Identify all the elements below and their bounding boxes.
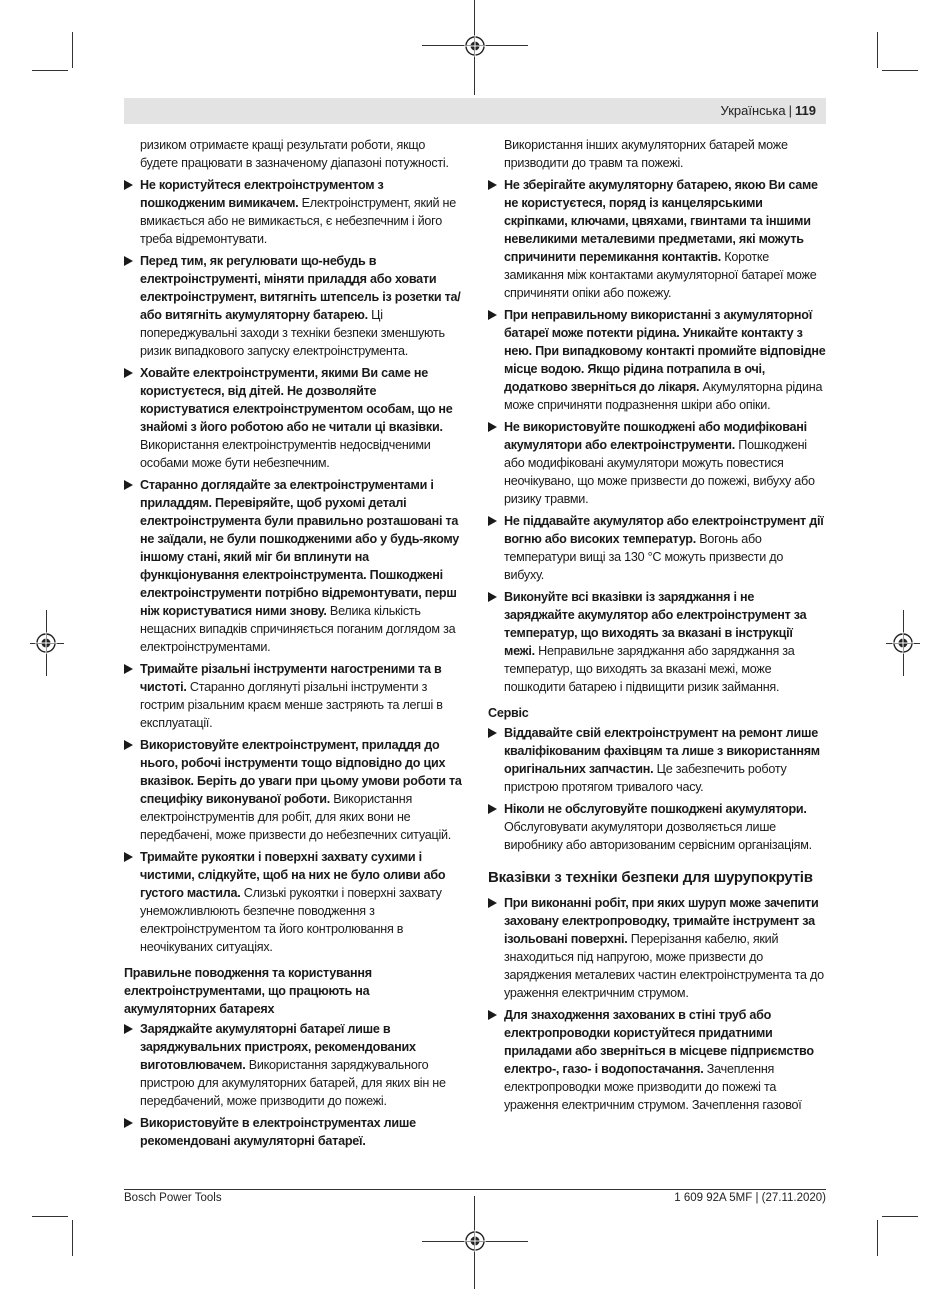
bullet-arrow-icon [488,728,497,738]
bullet-item [488,306,826,414]
bullet-item [488,588,826,696]
bullet-body-text: Електроінструмент, який не вмикається або не вимикається, є небезпечним і його треба відремонтувати. [140,196,456,246]
bullet-arrow-icon [124,368,133,378]
bullet-bold-text: Старанно доглядайте за електроінструментами і приладдям. Перевіряйте, щоб рухомі деталі електроінструмента були правильно розташовані та не заїдали, не були пошкодженими або у будь-якому іншому стані, який міг би вплинути на функціонування електроінструмента. Пошкоджені електроінструменти потрібно відремонтувати, перш ніж користуватися ними знову. [140,478,460,618]
bullet-bold-text: Не зберігайте акумуляторну батарею, якою Ви саме не користуєтеся, поряд із канцелярськими скріпками, ключами, цвяхами, гвинтами та іншими невеликими металевими предметами, які можуть спричинити перемикання контактів. [504,178,818,264]
bullet-bold-text: При неправильному використанні з акумуляторної батареї може потекти рідина. Уникайте контакту з нею. При випадковому контакті промийте відповідне місце водою. Якщо рідина потрапила в очі, додатково зверніться до лікаря. [504,308,826,394]
header-text: Українська | 119 [720,103,816,118]
bullet-item [488,418,826,508]
bullet-bold-text: Заряджайте акумуляторні батареї лише в заряджувальних пристроях, рекомендованих виготовлювачем. [140,1022,416,1072]
bullet-bold-text: Перед тим, як регулювати що-небудь в електроінструменті, міняти приладдя або ховати електроінструмент, витягніть штепсель із розетки та/або витягніть акумуляторну батарею. [140,254,461,322]
bullet-body-text: Велика кількість нещасних випадків спричиняється поганим доглядом за електроінструментами. [140,604,456,654]
bullet-item [124,1020,462,1110]
continued-paragraph: ризиком отримаєте кращі результати роботи, якщо будете працювати в зазначеному діапазоні потужності. [140,138,449,170]
bullet-body-text: Перерізання кабелю, який знаходиться під напругою, може призвести до заряджения металевих частин електроінструмента та до ураження електричним струмом. [504,932,824,1000]
bullet-body-text: Пошкоджені або модифіковані акумулятори можуть повестися неочікувано, що може призвести до пожежі, вибуху або ризику травми. [504,438,815,506]
screwdriver-items [488,894,826,1114]
bullet-body-text: Коротке замикання між контактами акумуляторної батареї може спричиняти опіки або пожежу. [504,250,817,300]
bullet-bold-text: Для знаходження захованих в стіні труб або електропроводки користуйтеся придатними приладами або зверніться в місцеве підприємство електро-, газо- і водопостачання. [504,1008,814,1076]
footer-doc-id: 1 609 92A 5MF | (27.11.2020) [674,1192,826,1204]
crop-mark [32,70,68,71]
bullet-body-text: Це забезпечить роботу пристрою протягом тривалого часу. [504,762,787,794]
bullet-arrow-icon [124,180,133,190]
bullet-item [488,176,826,302]
bullet-arrow-icon [124,480,133,490]
bullet-bold-text: При виконанні робіт, при яких шуруп може зачепити заховану електропроводку, тримайте інструмент за ізольовані поверхні. [504,896,819,946]
bullet-item [488,1006,826,1114]
header-language: Українська [720,103,786,118]
bullet-item [488,894,826,1002]
bullet-bold-text: Виконуйте всі вказівки із заряджання і не заряджайте акумулятор або електроінструмент за температур, що виходять за вказані в інструкції межі. [504,590,807,658]
bullet-arrow-icon [488,180,497,190]
bullet-arrow-icon [124,256,133,266]
bullet-arrow-icon [488,516,497,526]
bullet-item [124,252,462,360]
bullet-arrow-icon [488,804,497,814]
bullet-arrow-icon [488,592,497,602]
bullet-arrow-icon [124,1118,133,1128]
continued-paragraph: Використання інших акумуляторних батарей може призводити до травм та пожежі. [504,138,788,170]
registration-target-icon [35,632,57,654]
registration-target-icon [892,632,914,654]
screwdriver-heading: Вказівки з техніки безпеки для шурупокрутів [488,869,813,886]
page-header [124,98,826,124]
registration-target-icon [464,1230,486,1252]
left-column [124,136,462,1154]
bullet-item [124,176,462,248]
bullet-arrow-icon [124,664,133,674]
crop-mark [72,1220,73,1256]
bullet-item [124,848,462,956]
bullet-bold-text: Тримайте рукоятки і поверхні захвату сухими і чистими, слідкуйте, щоб на них не було оливи або густого мастила. [140,850,446,900]
bullet-item [488,800,826,854]
bullet-bold-text: Не використовуйте пошкоджені або модифіковані акумулятори або електроінструменти. [504,420,807,452]
battery-heading: Правильне поводження та користування електроінструментами, що працюють на акумуляторних батареях [124,966,372,1016]
bullet-body-text: Обслуговувати акумулятори дозволяється лише виробнику або авторизованим сервісним організаціям. [504,820,812,852]
crop-mark [877,32,878,68]
bullet-bold-text: Ховайте електроінструменти, якими Ви саме не користуєтеся, від дітей. Не дозволяйте користуватися електроінструментом особам, що не знайомі з його роботою або не читали ці вказівки. [140,366,453,434]
crop-mark [882,70,918,71]
bullet-bold-text: Ніколи не обслуговуйте пошкоджені акумулятори. [504,802,807,816]
bullet-item [124,736,462,844]
right-items [488,176,826,696]
page-number: 119 [795,103,816,118]
bullet-arrow-icon [488,898,497,908]
bullet-body-text: Використання заряджувального пристрою для акумуляторних батарей, для яких він не передбачений, може призводити до пожежі. [140,1058,446,1108]
bullet-body-text: Зачеплення електропроводки може призводити до пожежі та ураження електричним струмом. Зачеплення газової [504,1062,802,1112]
bullet-body-text: Ці попереджувальні заходи з техніки безпеки зменшують ризик випадкового запуску електроінструмента. [140,308,445,358]
service-heading: Сервіс [488,706,529,720]
bullet-body-text: Акумуляторна рідина може спричиняти подразнення шкіри або опіки. [504,380,823,412]
bullet-body-text: Слизькі рукоятки і поверхні захвату унеможливлюють безпечне поводження з електроінструментом та його контролювання в неочікуваних ситуаціях. [140,886,442,954]
bullet-item [488,724,826,796]
right-column [488,136,826,1118]
bullet-item [124,1114,462,1150]
service-items [488,724,826,854]
bullet-item [124,660,462,732]
bullet-arrow-icon [124,1024,133,1034]
bullet-item [488,512,826,584]
bullet-arrow-icon [488,1010,497,1020]
bullet-arrow-icon [124,740,133,750]
crop-mark [72,32,73,68]
bullet-body-text: Неправильне заряджання або заряджання за температур, що виходять за вказані межі, може пошкодити батарею і підвищити ризик займання. [504,644,795,694]
bullet-item [124,364,462,472]
bullet-arrow-icon [124,852,133,862]
bullet-bold-text: Не користуйтеся електроінструментом з пошкодженим вимикачем. [140,178,384,210]
bullet-body-text: Використання електроінструментів недосвідченими особами може бути небезпечним. [140,438,431,470]
bullet-bold-text: Тримайте різальні інструменти нагостреними та в чистоті. [140,662,442,694]
bullet-body-text: Використання електроінструментів для робіт, для яких вони не передбачені, може призвести до небезпечних ситуацій. [140,792,452,842]
bullet-body-text: Старанно доглянуті різальні інструменти з гострим різальним краєм менше застряють та легші в експлуатації. [140,680,443,730]
bullet-bold-text: Віддавайте свій електроінструмент на ремонт лише кваліфікованим фахівцям та лише з використанням оригінальних запчастин. [504,726,820,776]
bullet-bold-text: Використовуйте електроінструмент, приладдя до нього, робочі інструменти тощо відповідно до цих вказівок. Беріть до уваги при цьому умови роботи та специфіку виконуваної роботи. [140,738,462,806]
left-items [124,176,462,956]
footer-rule [124,1189,826,1190]
crop-mark [877,1220,878,1256]
footer-brand: Bosch Power Tools [124,1192,222,1204]
crop-mark [882,1216,918,1217]
bullet-body-text: Вогонь або температури вищі за 130 °C можуть призвести до вибуху. [504,532,784,582]
crop-mark [32,1216,68,1217]
battery-items [124,1020,462,1150]
bullet-bold-text: Не піддавайте акумулятор або електроінструмент дії вогню або високих температур. [504,514,824,546]
bullet-bold-text: Використовуйте в електроінструментах лише рекомендовані акумуляторні батареї. [140,1116,416,1148]
bullet-arrow-icon [488,310,497,320]
registration-target-icon [464,35,486,57]
bullet-item [124,476,462,656]
bullet-arrow-icon [488,422,497,432]
